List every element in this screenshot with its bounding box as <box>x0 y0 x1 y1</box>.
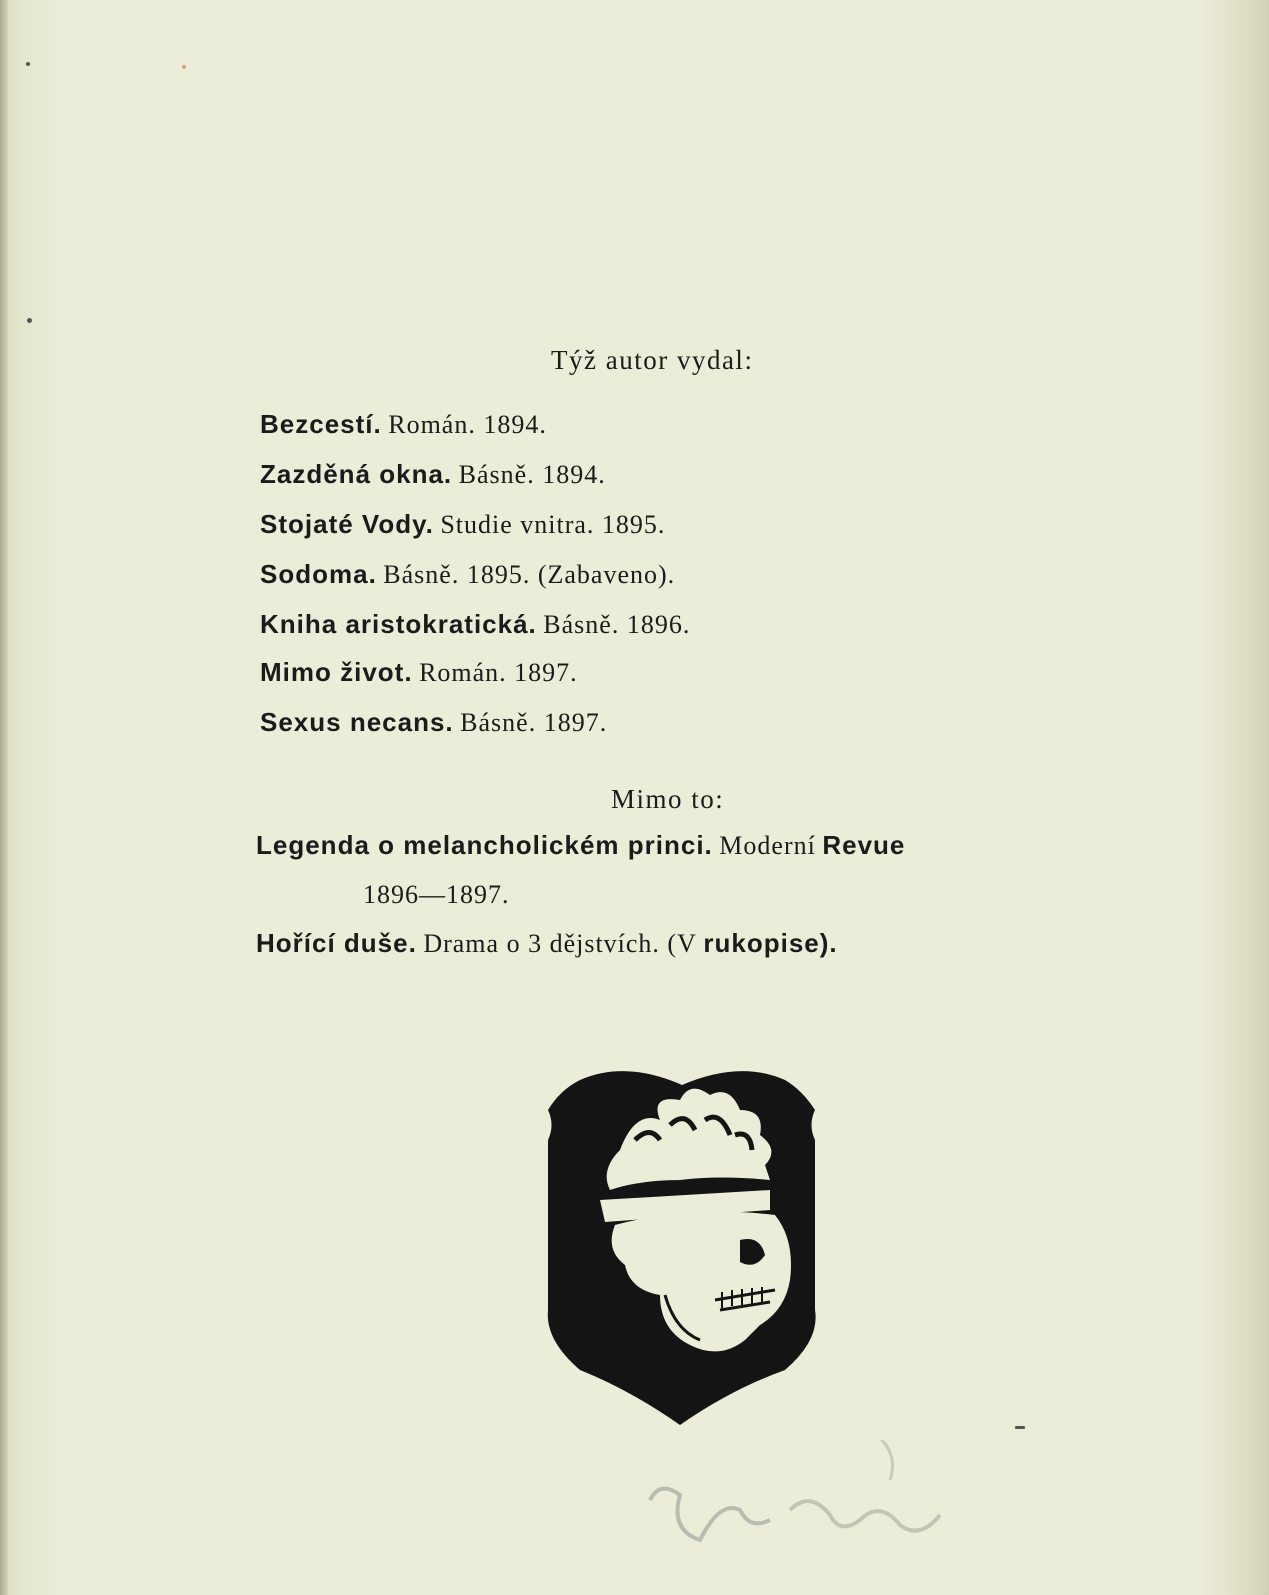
work-details: Básně. 1895. (Zabaveno). <box>383 560 676 589</box>
list-item <box>256 928 838 959</box>
work-title: Sexus necans. <box>260 707 454 737</box>
work-title: Mimo život. <box>260 657 413 687</box>
list-item <box>260 509 665 540</box>
work-title: Zazděná okna. <box>260 459 453 489</box>
list-item <box>260 707 607 738</box>
also-heading: Mimo to: <box>611 784 725 814</box>
work-details: Moderní <box>719 831 816 860</box>
list-item <box>260 459 606 490</box>
list-item <box>260 657 578 688</box>
paper-speck <box>27 318 32 323</box>
work-details: Básně. 1896. <box>543 610 691 639</box>
work-continuation: 1896—1897. <box>363 880 510 909</box>
skull-shield-emblem <box>540 1040 825 1430</box>
work-details-bold: rukopise). <box>703 928 838 958</box>
work-details-bold: Revue <box>822 830 906 860</box>
list-item <box>260 409 547 440</box>
page-binding-edge <box>0 0 8 1595</box>
list-item <box>256 830 905 861</box>
list-item <box>260 559 675 590</box>
work-details: Drama o 3 dějstvích. (V <box>423 929 697 958</box>
paper-speck <box>1015 1426 1025 1429</box>
work-title: Kniha aristokratická. <box>260 609 537 639</box>
pencil-signature-marks <box>640 1440 1000 1560</box>
work-details: Román. 1897. <box>419 658 578 687</box>
work-title: Stojaté Vody. <box>260 509 434 539</box>
work-title: Hořící duše. <box>256 928 417 958</box>
list-item <box>260 609 690 640</box>
list-heading: Týž autor vydal: <box>551 345 754 375</box>
work-details: Studie vnitra. 1895. <box>440 510 666 539</box>
work-title: Legenda o melancholickém princi. <box>256 830 713 860</box>
work-title: Sodoma. <box>260 559 377 589</box>
paper-speck <box>182 65 186 69</box>
work-details: Básně. 1894. <box>458 460 606 489</box>
work-title: Bezcestí. <box>260 409 382 439</box>
work-details: Básně. 1897. <box>460 708 608 737</box>
work-details: Román. 1894. <box>388 410 547 439</box>
paper-speck <box>26 62 30 66</box>
